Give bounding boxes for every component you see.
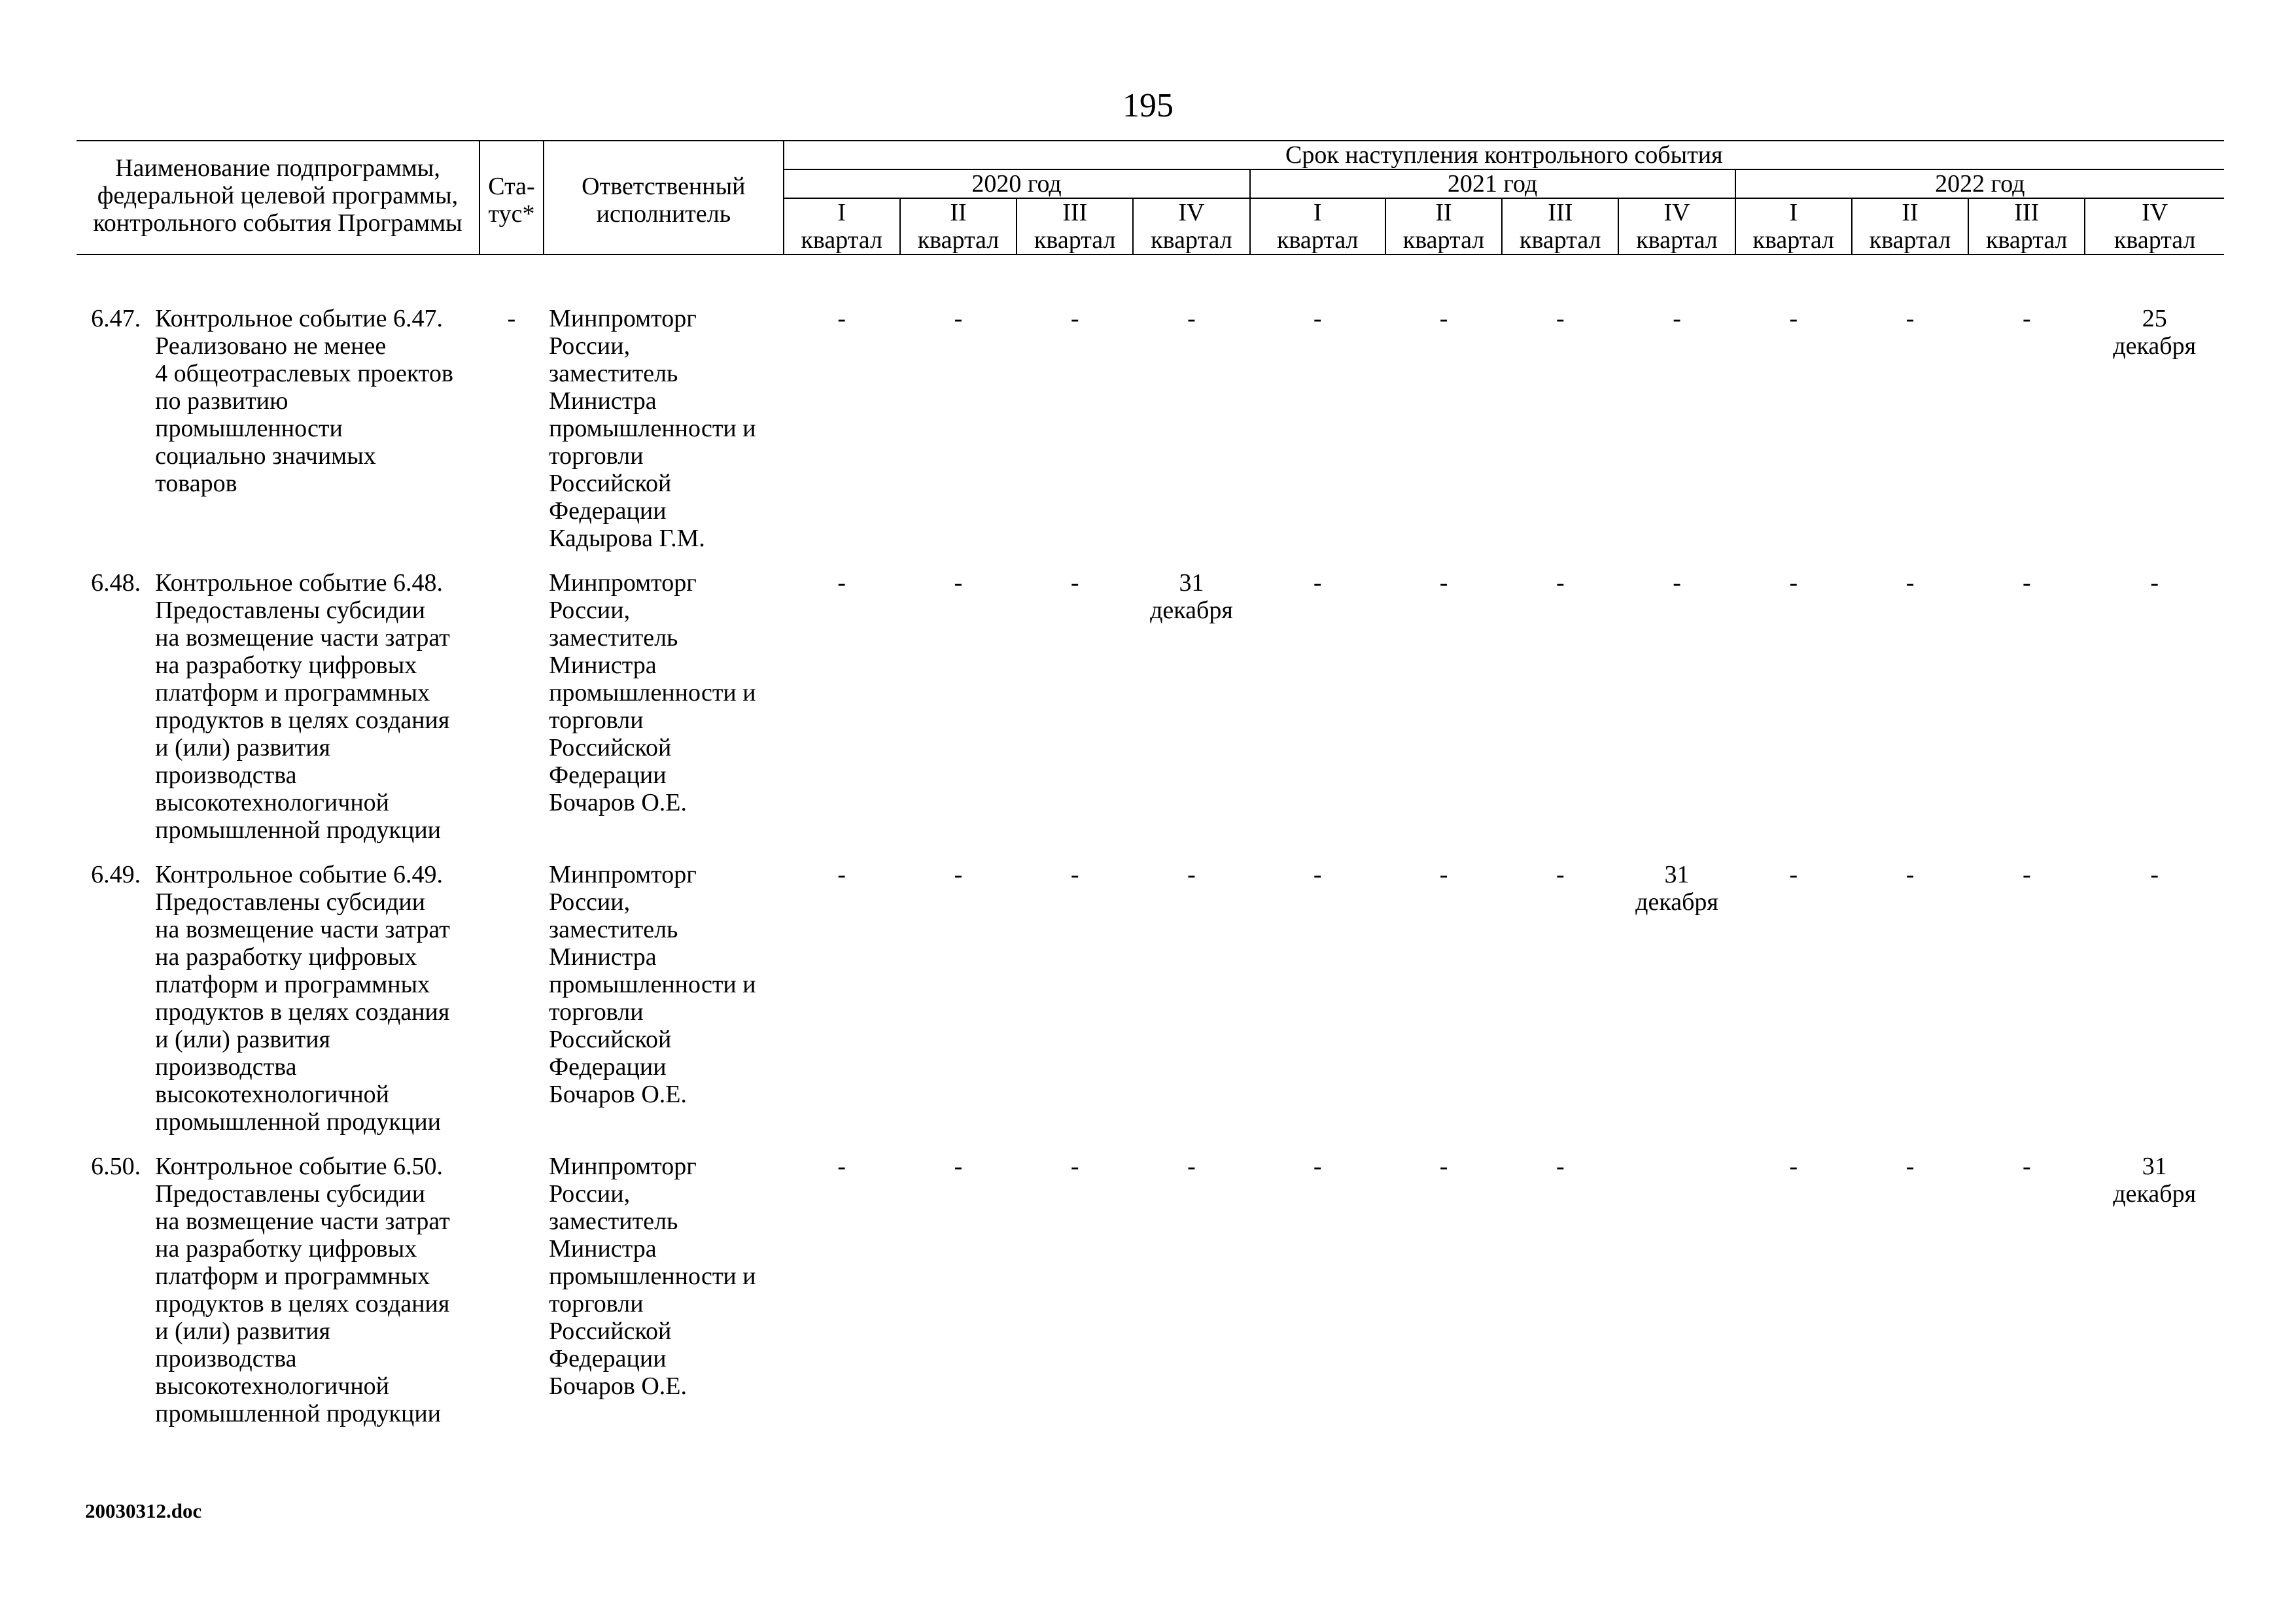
quarter-cell: -	[1905, 569, 1915, 597]
footer-filename: 20030312.doc	[85, 1499, 202, 1522]
quarter-cell: -	[1789, 861, 1798, 888]
page-number: 195	[1122, 87, 1174, 124]
quarter-word: квартал	[1276, 226, 1359, 254]
quarter-cell: -	[2022, 569, 2031, 597]
quarter-cell: -	[2022, 305, 2031, 332]
quarter-word: квартал	[1151, 226, 1232, 254]
header-quarter-3	[1017, 198, 1133, 254]
header-name: Наименование подпрограммы, федеральной целевой программы, контрольного события Программы	[77, 141, 479, 254]
quarter-numeral: I	[1789, 199, 1798, 226]
header-quarter-4	[1133, 198, 1249, 254]
quarter-cell: -	[2150, 569, 2159, 597]
quarter-cell: -	[2150, 861, 2159, 888]
quarter-cell: -	[1439, 861, 1448, 888]
quarter-word: квартал	[1869, 226, 1951, 254]
quarter-cell: -	[1313, 569, 1322, 597]
quarter-cell: 31 декабря	[2113, 1153, 2197, 1208]
event-executor: Минпромторг России, заместитель Министра промышленности и торговли Российской Федерации Бочаров О.Е.	[549, 861, 756, 1108]
quarter-cell: -	[1187, 861, 1196, 888]
quarter-cell: -	[1439, 305, 1448, 332]
header-year-2021: 2021 год	[1250, 169, 1735, 198]
header-quarter-1	[784, 198, 900, 254]
header-quarter-7	[1502, 198, 1618, 254]
quarter-cell: -	[2022, 861, 2031, 888]
quarter-cell: -	[837, 305, 846, 332]
event-executor: Минпромторг России, заместитель Министра промышленности и торговли Российской Федерации Бочаров О.Е.	[549, 1153, 756, 1400]
quarter-numeral: III	[1548, 199, 1573, 226]
quarter-numeral: IV	[1663, 199, 1690, 226]
row-number: 6.48.	[91, 569, 141, 597]
header-year-2020: 2020 год	[784, 169, 1250, 198]
quarter-cell: -	[1439, 569, 1448, 597]
header-quarter-8	[1618, 198, 1735, 254]
event-title: Контрольное событие 6.49. Предоставлены субсидии на возмещение части затрат на разработку цифровых платформ и программных продуктов в целях создания и (или) развития производства высокотехнологичной промышленной продукции	[155, 861, 450, 1136]
event-title: Контрольное событие 6.50. Предоставлены субсидии на возмещение части затрат на разработку цифровых платформ и программных продуктов в целях создания и (или) развития производства высокотехнологичной промышленной продукции	[155, 1153, 450, 1427]
quarter-cell: -	[1070, 569, 1079, 597]
quarter-numeral: II	[1902, 199, 1919, 226]
event-title: Контрольное событие 6.48. Предоставлены субсидии на возмещение части затрат на разработку цифровых платформ и программных продуктов в целях создания и (или) развития производства высокотехнологичной промышленной продукции	[155, 569, 450, 844]
quarter-word: квартал	[1636, 226, 1718, 254]
event-executor: Минпромторг России, заместитель Министра промышленности и торговли Российской Федерации Кадырова Г.М.	[549, 305, 756, 552]
quarter-cell: -	[1070, 861, 1079, 888]
table-row	[77, 569, 2224, 861]
quarter-cell: -	[1187, 305, 1196, 332]
quarter-cell: -	[2022, 1153, 2031, 1180]
quarter-cell: -	[1905, 1153, 1915, 1180]
header-year-2022: 2022 год	[1735, 169, 2224, 198]
quarter-word: квартал	[1034, 226, 1116, 254]
quarter-cell	[1618, 1153, 1735, 1444]
header-quarter-9	[1735, 198, 1852, 254]
quarter-cell: -	[1556, 569, 1565, 597]
quarter-numeral: III	[2014, 199, 2040, 226]
quarter-numeral: IV	[1178, 199, 1205, 226]
quarter-cell: 31 декабря	[1150, 569, 1233, 624]
quarter-cell: -	[1905, 305, 1915, 332]
quarter-cell: -	[1313, 861, 1322, 888]
quarter-numeral: I	[837, 199, 846, 226]
header-quarter-12	[2085, 198, 2224, 254]
quarter-cell: -	[1187, 1153, 1196, 1180]
quarter-cell: -	[1070, 305, 1079, 332]
quarter-numeral: I	[1313, 199, 1322, 226]
quarter-word: квартал	[801, 226, 882, 254]
quarter-cell: -	[1070, 1153, 1079, 1180]
event-status	[479, 569, 544, 861]
quarter-cell: -	[1789, 1153, 1798, 1180]
table-row	[77, 861, 2224, 1153]
quarter-cell: -	[1789, 569, 1798, 597]
quarter-word: квартал	[1986, 226, 2068, 254]
row-number: 6.50.	[91, 1153, 141, 1180]
quarter-cell: 31 декабря	[1635, 861, 1718, 916]
quarter-word: квартал	[917, 226, 1000, 254]
quarter-word: квартал	[1402, 226, 1485, 254]
quarter-word: квартал	[2113, 226, 2196, 254]
quarter-cell: -	[837, 569, 846, 597]
header-quarter-11	[1968, 198, 2085, 254]
event-status	[479, 861, 544, 1153]
quarter-cell: -	[1313, 1153, 1322, 1180]
quarter-cell: -	[954, 305, 963, 332]
header-quarter-5	[1250, 198, 1385, 254]
quarter-cell: -	[954, 569, 963, 597]
table-row	[77, 1153, 2224, 1444]
quarter-cell: -	[1556, 861, 1565, 888]
header-quarter-6	[1385, 198, 1502, 254]
quarter-cell: -	[954, 1153, 963, 1180]
quarter-numeral: III	[1062, 199, 1088, 226]
quarter-word: квартал	[1752, 226, 1835, 254]
header-deadline-group: Срок наступления контрольного события	[784, 141, 2224, 169]
quarter-cell: -	[837, 861, 846, 888]
header-quarter-10	[1852, 198, 1968, 254]
row-number: 6.47.	[91, 305, 141, 332]
quarter-cell: -	[1905, 861, 1915, 888]
quarter-cell: -	[1673, 305, 1681, 332]
quarter-cell: -	[1673, 569, 1681, 597]
event-executor: Минпромторг России, заместитель Министра промышленности и торговли Российской Федерации Бочаров О.Е.	[549, 569, 756, 816]
quarter-cell: -	[1313, 305, 1322, 332]
event-title: Контрольное событие 6.47. Реализовано не менее 4 общеотраслевых проектов по развитию промышленности социально значимых товаров	[155, 305, 453, 497]
header-quarter-2	[900, 198, 1017, 254]
quarter-cell: -	[837, 1153, 846, 1180]
quarter-numeral: II	[950, 199, 967, 226]
event-status: -	[507, 305, 516, 332]
quarter-cell: -	[1556, 1153, 1565, 1180]
quarter-numeral: II	[1435, 199, 1452, 226]
event-status	[479, 1153, 544, 1444]
quarter-cell: -	[1439, 1153, 1448, 1180]
quarter-numeral: IV	[2142, 199, 2168, 226]
quarter-cell: -	[954, 861, 963, 888]
control-events-table	[77, 140, 2224, 1444]
header-executor: Ответственный исполнитель	[544, 141, 784, 254]
header-status: Ста- тус*	[479, 141, 544, 254]
quarter-cell: -	[1789, 305, 1798, 332]
quarter-word: квартал	[1520, 226, 1601, 254]
row-number: 6.49.	[91, 861, 141, 888]
quarter-cell: -	[1556, 305, 1565, 332]
quarter-cell: 25 декабря	[2113, 305, 2197, 360]
table-row	[77, 305, 2224, 569]
